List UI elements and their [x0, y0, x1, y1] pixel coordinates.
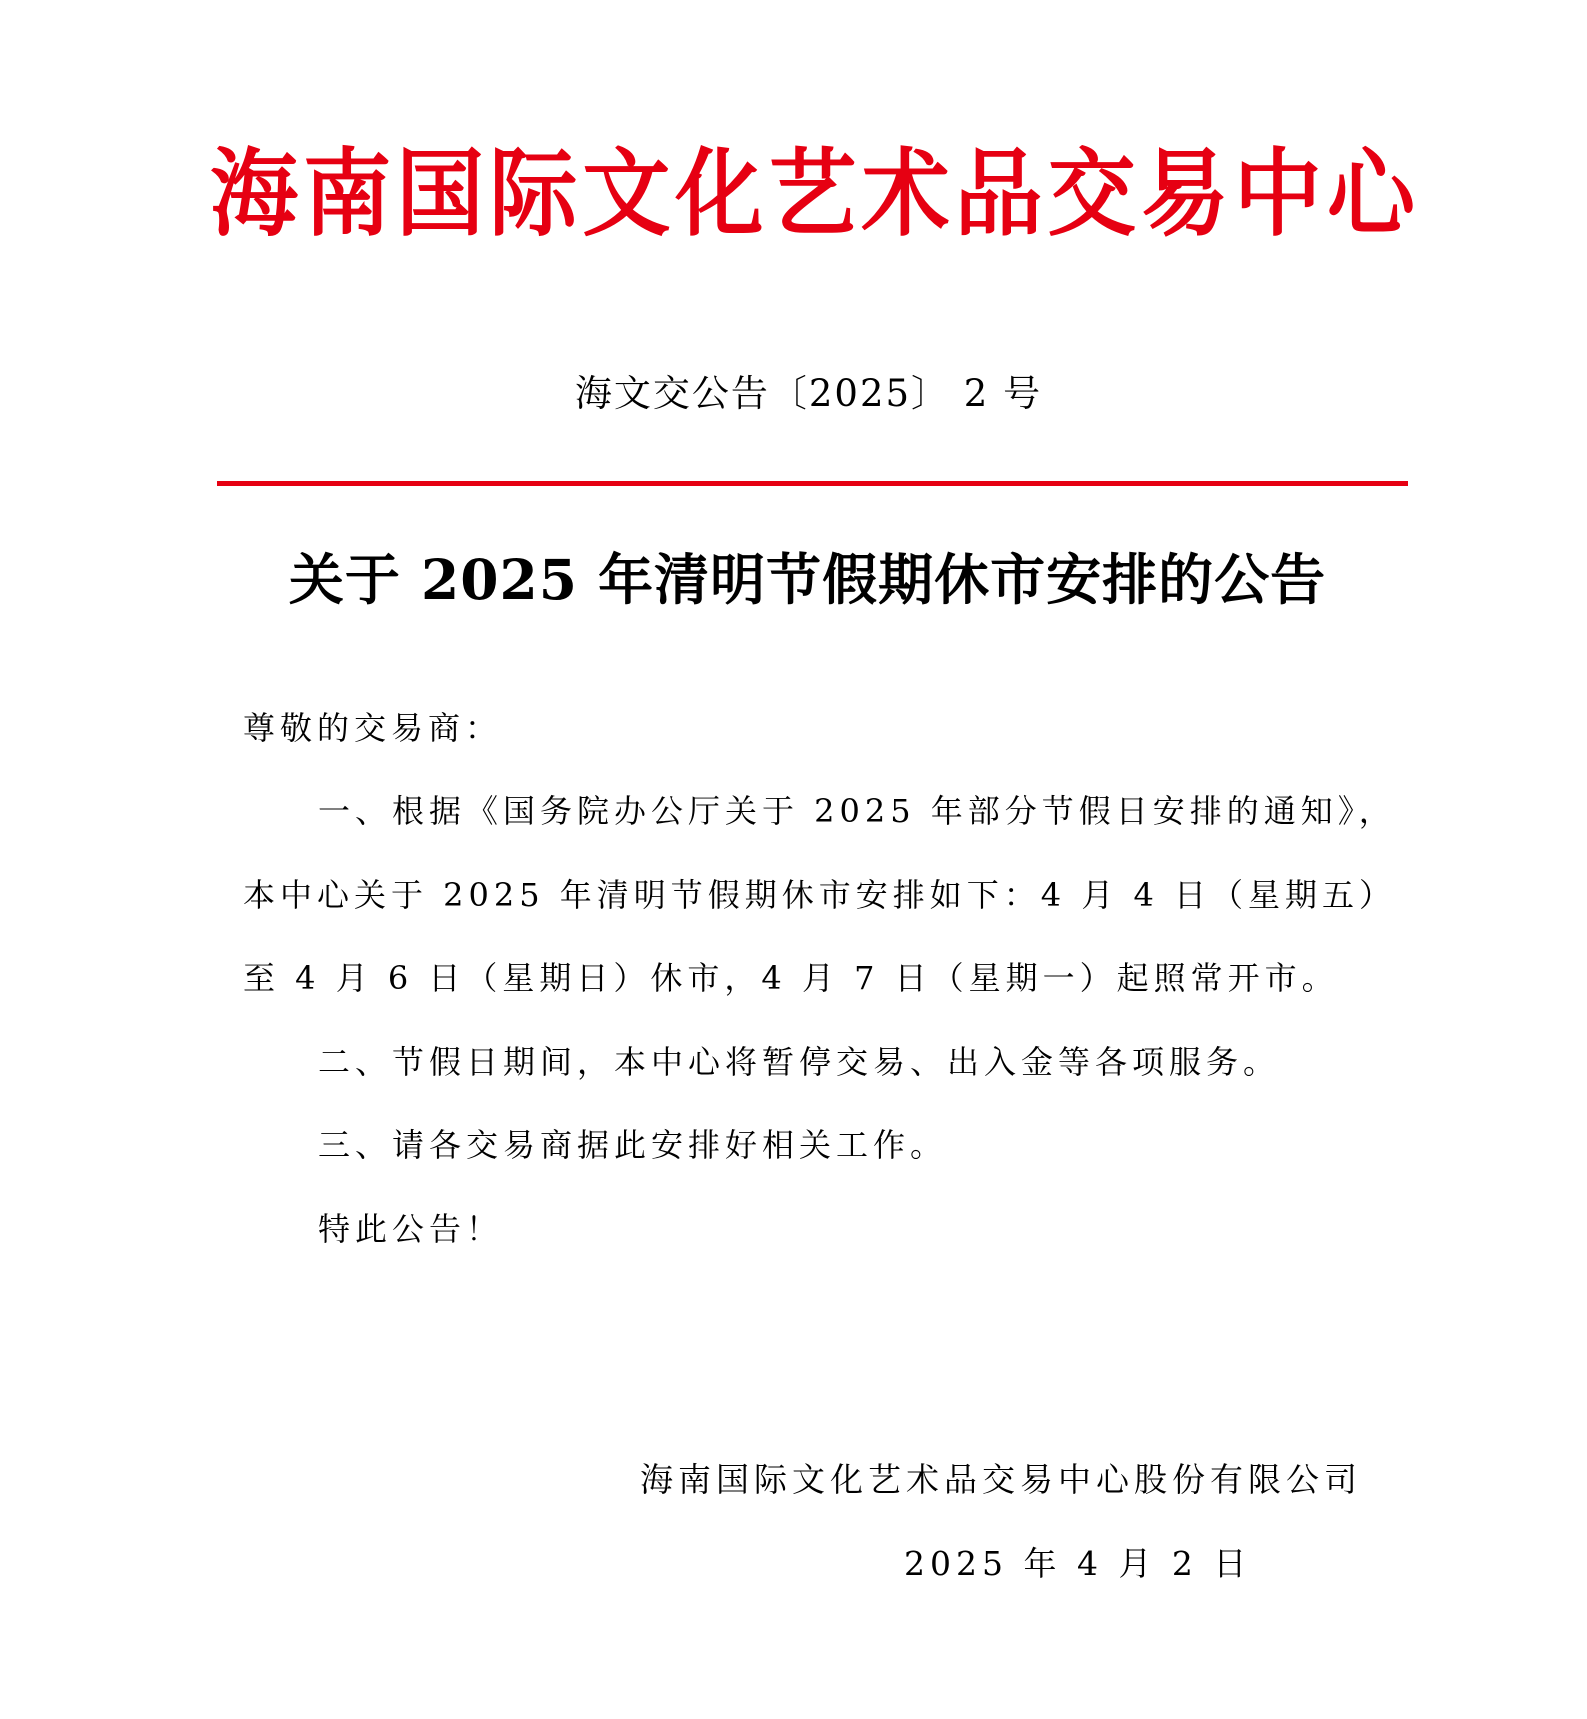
masthead-char: 文 — [582, 136, 671, 250]
masthead-char: 国 — [396, 136, 485, 250]
masthead-char: 艺 — [768, 136, 857, 250]
signature-organization: 海南国际文化艺术品交易中心股份有限公司 — [640, 1460, 1362, 1499]
masthead-char: 易 — [1140, 136, 1229, 250]
paragraph-3: 三、请各交易商据此安排好相关工作。 — [318, 1126, 948, 1164]
paragraph-1-line-2: 本中心关于 2025 年清明节假期休市安排如下：4 月 4 日（星期五） — [243, 876, 1397, 914]
masthead-title — [210, 128, 1415, 258]
masthead-char: 南 — [303, 136, 392, 250]
masthead-char: 品 — [954, 136, 1043, 250]
paragraph-1-line-3: 至 4 月 6 日（星期日）休市，4 月 7 日（星期一）起照常开市。 — [243, 959, 1339, 997]
masthead-char: 海 — [210, 136, 299, 250]
closing-line: 特此公告！ — [318, 1210, 504, 1248]
paragraph-1-line-1: 一、根据《国务院办公厅关于 2025 年部分节假日安排的通知》， — [318, 792, 1396, 830]
document-number: 海文交公告〔2025〕 2 号 — [574, 372, 1043, 415]
masthead-char: 心 — [1326, 136, 1415, 250]
masthead-char: 化 — [675, 136, 764, 250]
paragraph-2: 二、节假日期间，本中心将暂停交易、出入金等各项服务。 — [318, 1043, 1281, 1081]
masthead-char: 交 — [1047, 136, 1136, 250]
masthead-char: 术 — [861, 136, 950, 250]
notice-title: 关于 2025 年清明节假期休市安排的公告 — [288, 547, 1327, 612]
masthead-char: 际 — [489, 136, 578, 250]
masthead-char: 中 — [1233, 136, 1322, 250]
salutation: 尊敬的交易商： — [243, 709, 503, 747]
red-divider-rule — [217, 481, 1408, 486]
signature-date: 2025 年 4 月 2 日 — [904, 1544, 1252, 1583]
